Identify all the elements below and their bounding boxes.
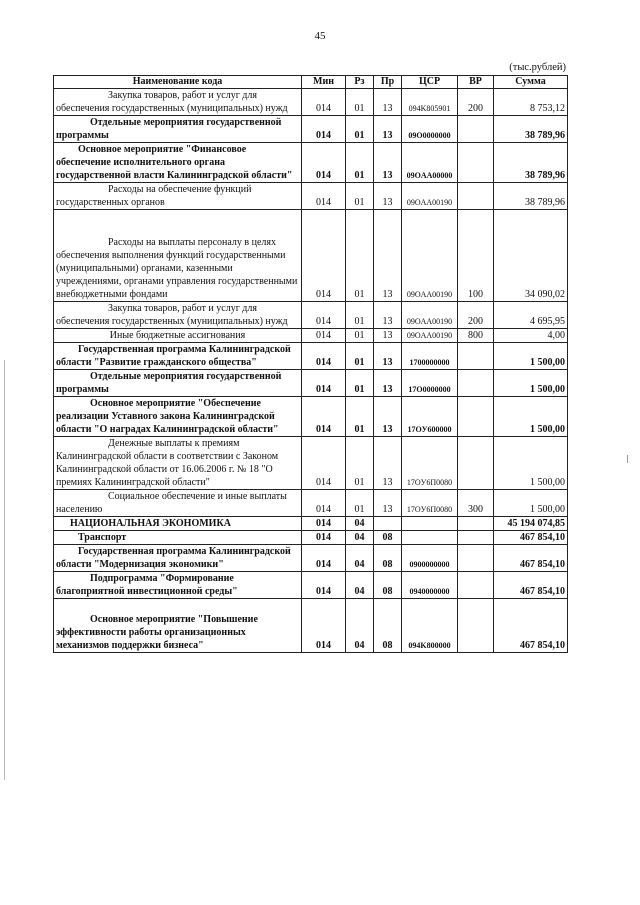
row-rz: 01	[346, 143, 374, 183]
row-sum: 1 500,00	[494, 343, 568, 370]
row-pr: 13	[374, 183, 402, 210]
table-row	[54, 572, 568, 599]
row-min: 014	[302, 143, 346, 183]
scan-margin-line	[4, 360, 5, 780]
row-min: 014	[302, 437, 346, 490]
row-min: 014	[302, 329, 346, 343]
row-name: Основное мероприятие "Финансовое обеспечение исполнительного органа государственной власти Калининградской области"	[54, 143, 302, 183]
row-min: 014	[302, 116, 346, 143]
row-name: Государственная программа Калининградской области "Модернизация экономики"	[54, 545, 302, 572]
row-rz: 01	[346, 490, 374, 517]
row-rz: 01	[346, 397, 374, 437]
table-header-row	[54, 76, 568, 89]
row-name: Денежные выплаты к премиям Калининградской области в соответствии с Законом Калининградской области от 16.06.2006 г. № 18 "О премиях Калининградской области"	[54, 437, 302, 490]
row-csr: 09OAA00190	[402, 183, 458, 210]
row-name: НАЦИОНАЛЬНАЯ ЭКОНОМИКА	[54, 517, 302, 531]
page-number: 45	[314, 30, 326, 42]
row-name: Отдельные мероприятия государственной программы	[54, 116, 302, 143]
row-vr	[458, 531, 494, 545]
row-rz: 01	[346, 302, 374, 329]
row-vr	[458, 143, 494, 183]
row-sum: 467 854,10	[494, 531, 568, 545]
row-name: Закупка товаров, работ и услуг для обеспечения государственных (муниципальных) нужд	[54, 89, 302, 116]
row-rz: 04	[346, 517, 374, 531]
row-csr: 09OAA00190	[402, 302, 458, 329]
row-vr	[458, 116, 494, 143]
row-sum: 38 789,96	[494, 116, 568, 143]
row-min: 014	[302, 343, 346, 370]
row-csr: 0900000000	[402, 545, 458, 572]
row-pr: 13	[374, 370, 402, 397]
row-rz: 01	[346, 183, 374, 210]
row-pr: 08	[374, 572, 402, 599]
row-vr	[458, 599, 494, 653]
row-sum: 467 854,10	[494, 599, 568, 653]
table-row	[54, 545, 568, 572]
table-row	[54, 370, 568, 397]
row-rz: 01	[346, 343, 374, 370]
row-csr: 094K805901	[402, 89, 458, 116]
row-name: Подпрограмма "Формирование благоприятной инвестиционной среды"	[54, 572, 302, 599]
row-pr: 08	[374, 599, 402, 653]
row-min: 014	[302, 490, 346, 517]
row-min: 014	[302, 545, 346, 572]
scan-edge-mark	[627, 455, 628, 463]
row-sum: 34 090,02	[494, 210, 568, 302]
row-csr: 17OУ600000	[402, 397, 458, 437]
row-vr: 200	[458, 302, 494, 329]
header-pr: Пр	[374, 76, 402, 89]
row-sum: 1 500,00	[494, 370, 568, 397]
row-pr: 13	[374, 89, 402, 116]
row-min: 014	[302, 572, 346, 599]
row-csr: 09OAA00000	[402, 143, 458, 183]
row-vr: 800	[458, 329, 494, 343]
row-sum: 4 695,95	[494, 302, 568, 329]
row-sum: 38 789,96	[494, 183, 568, 210]
table-row	[54, 531, 568, 545]
row-csr: 17OУ6П0080	[402, 490, 458, 517]
row-rz: 01	[346, 437, 374, 490]
row-rz: 04	[346, 599, 374, 653]
row-vr	[458, 545, 494, 572]
row-min: 014	[302, 210, 346, 302]
units-label: (тыс.рублей)	[509, 62, 566, 73]
row-sum: 38 789,96	[494, 143, 568, 183]
row-pr: 13	[374, 143, 402, 183]
row-min: 014	[302, 370, 346, 397]
table-row	[54, 397, 568, 437]
row-name: Иные бюджетные ассигнования	[54, 329, 302, 343]
row-name: Государственная программа Калининградской области "Развитие гражданского общества"	[54, 343, 302, 370]
row-vr: 100	[458, 210, 494, 302]
row-pr: 13	[374, 116, 402, 143]
row-csr: 094K800000	[402, 599, 458, 653]
row-pr: 13	[374, 437, 402, 490]
header-sum: Сумма	[494, 76, 568, 89]
header-min: Мин	[302, 76, 346, 89]
row-min: 014	[302, 531, 346, 545]
row-min: 014	[302, 89, 346, 116]
row-pr: 08	[374, 545, 402, 572]
row-rz: 01	[346, 329, 374, 343]
budget-table	[53, 75, 568, 653]
row-csr: 17O0000000	[402, 370, 458, 397]
row-pr	[374, 517, 402, 531]
row-sum: 1 500,00	[494, 437, 568, 490]
header-name: Наименование кода	[54, 76, 302, 89]
row-sum: 467 854,10	[494, 572, 568, 599]
table-row	[54, 210, 568, 302]
row-vr	[458, 343, 494, 370]
row-sum: 467 854,10	[494, 545, 568, 572]
table-row	[54, 437, 568, 490]
row-rz: 04	[346, 531, 374, 545]
table-row	[54, 517, 568, 531]
row-pr: 13	[374, 210, 402, 302]
row-name: Социальное обеспечение и иные выплаты населению	[54, 490, 302, 517]
header-vr: ВР	[458, 76, 494, 89]
row-sum: 1 500,00	[494, 397, 568, 437]
table-row	[54, 143, 568, 183]
table-row	[54, 329, 568, 343]
row-sum: 1 500,00	[494, 490, 568, 517]
row-min: 014	[302, 599, 346, 653]
row-vr	[458, 572, 494, 599]
row-sum: 8 753,12	[494, 89, 568, 116]
row-vr	[458, 517, 494, 531]
row-pr: 13	[374, 302, 402, 329]
header-rz: Рз	[346, 76, 374, 89]
row-vr	[458, 370, 494, 397]
table-row	[54, 343, 568, 370]
table-row	[54, 490, 568, 517]
row-csr	[402, 531, 458, 545]
row-pr: 13	[374, 343, 402, 370]
row-rz: 01	[346, 89, 374, 116]
row-min: 014	[302, 517, 346, 531]
row-vr: 300	[458, 490, 494, 517]
row-csr	[402, 517, 458, 531]
table-row	[54, 183, 568, 210]
row-name: Транспорт	[54, 531, 302, 545]
row-rz: 01	[346, 116, 374, 143]
table-row	[54, 302, 568, 329]
row-csr: 09O0000000	[402, 116, 458, 143]
row-rz: 04	[346, 572, 374, 599]
row-name: Отдельные мероприятия государственной программы	[54, 370, 302, 397]
row-pr: 13	[374, 490, 402, 517]
row-csr: 1700000000	[402, 343, 458, 370]
row-min: 014	[302, 397, 346, 437]
row-rz: 04	[346, 545, 374, 572]
row-vr: 200	[458, 89, 494, 116]
row-csr: 09OAA00190	[402, 329, 458, 343]
row-csr: 09OAA00190	[402, 210, 458, 302]
row-min: 014	[302, 183, 346, 210]
table-row	[54, 116, 568, 143]
row-name: Расходы на обеспечение функций государственных органов	[54, 183, 302, 210]
row-csr: 0940000000	[402, 572, 458, 599]
table-row	[54, 599, 568, 653]
row-name: Расходы на выплаты персоналу в целях обеспечения выполнения функций государственными (муниципальными) органами, казенными учреждениями, органами управления государственными внебюджетными фондами	[54, 210, 302, 302]
row-name: Закупка товаров, работ и услуг для обеспечения государственных (муниципальных) нужд	[54, 302, 302, 329]
header-csr: ЦСР	[402, 76, 458, 89]
row-sum: 45 194 074,85	[494, 517, 568, 531]
row-pr: 08	[374, 531, 402, 545]
row-pr: 13	[374, 329, 402, 343]
table-row	[54, 89, 568, 116]
row-min: 014	[302, 302, 346, 329]
row-pr: 13	[374, 397, 402, 437]
row-name: Основное мероприятие "Повышение эффективности работы организационных механизмов поддержки бизнеса"	[54, 599, 302, 653]
row-vr	[458, 183, 494, 210]
row-sum: 4,00	[494, 329, 568, 343]
row-name: Основное мероприятие "Обеспечение реализации Уставного закона Калининградской области "О наградах Калининградской области"	[54, 397, 302, 437]
row-csr: 17OУ6П0080	[402, 437, 458, 490]
row-rz: 01	[346, 210, 374, 302]
row-vr	[458, 437, 494, 490]
row-rz: 01	[346, 370, 374, 397]
row-vr	[458, 397, 494, 437]
